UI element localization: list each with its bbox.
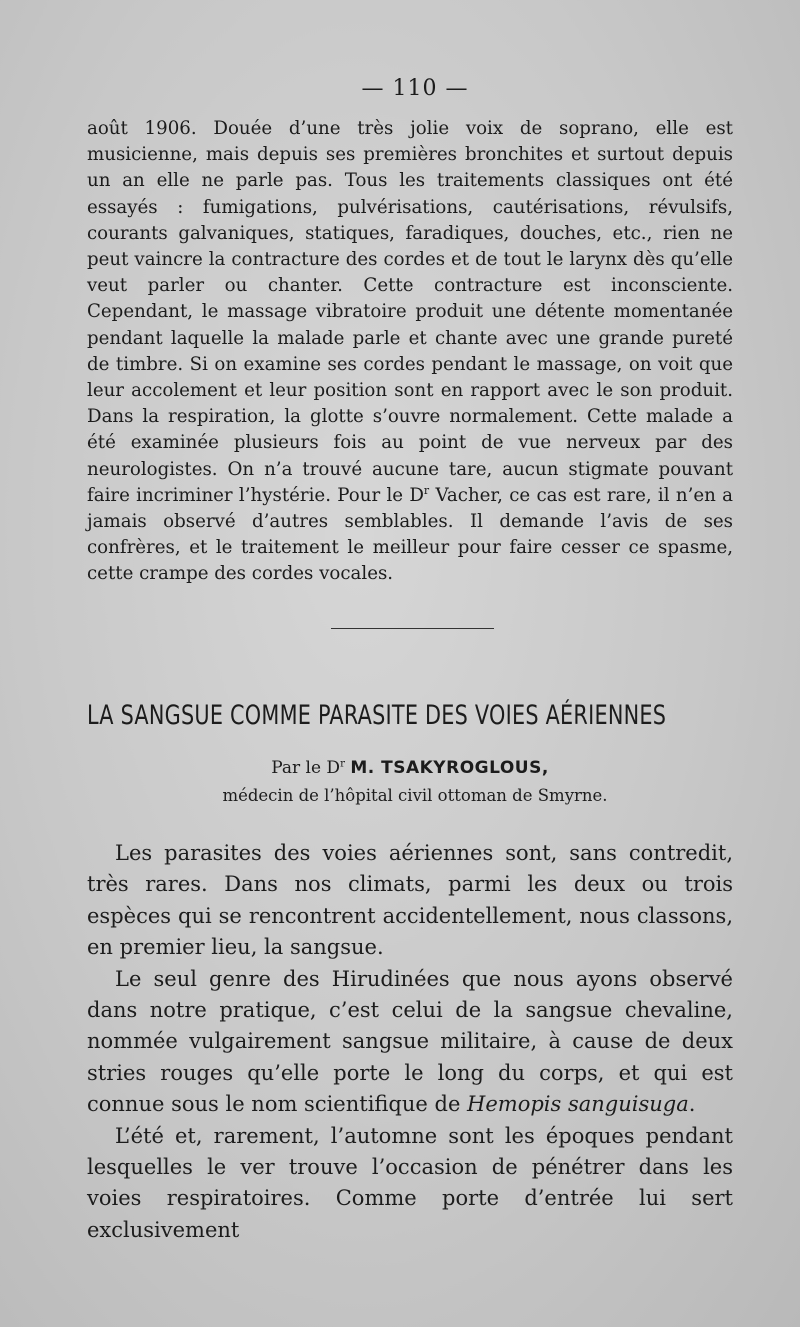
byline-sup: r <box>340 758 345 770</box>
body-paragraph-2 <box>87 964 733 1121</box>
byline <box>0 758 800 778</box>
body-paragraph-3: L’été et, rarement, l’automne sont les époques pendant lesquelles le ver trouve l’occasion de pénétrer dans les voies respiratoires. Comme porte d’entrée lui sert exclusivement <box>87 1123 733 1242</box>
body-paragraph-2-text: Le seul genre des Hirudinées que nous ayons observé dans notre pratique, c’est celui de la sangsue chevaline, nommée vulgairement sangsue militaire, à cause de deux stries rouges qu’elle porte le long du corps, et qui est connue sous le nom scientifique de <box>87 966 733 1117</box>
article-title: LA SANGSUE COMME PARASITE DES VOIES AÉRIENNES <box>87 700 667 731</box>
body-paragraph-1: Les parasites des voies aériennes sont, sans contredit, très rares. Dans nos climats, parmi les deux ou trois espèces qui se rencontrent accidentellement, nous classons, en premier lieu, la sangsue. <box>87 841 733 960</box>
doctor-abbrev-sup: r <box>423 483 430 497</box>
previous-article-text-end: Vacher, ce cas est rare, il n’en a jamais observé d’autres semblables. Il demande l’avis de ses confrères, et le traitement le meilleur pour faire cesser ce spasme, cette crampe des cordes vocales. <box>87 484 733 585</box>
body-paragraph-2-end: . <box>688 1092 696 1117</box>
page-number: — 110 — <box>361 76 469 101</box>
author-name: M. TSAKYROGLOUS, <box>350 758 549 778</box>
article-body <box>87 838 733 1246</box>
section-divider <box>331 628 494 629</box>
author-affiliation: médecin de l’hôpital civil ottoman de Smyrne. <box>222 786 608 805</box>
previous-article-text: août 1906. Douée d’une très jolie voix de soprano, elle est musicienne, mais depuis ses premières bronchites et surtout depuis un an elle ne parle pas. Tous les traitements classiques ont été essayés : fumigations, pulvérisations, cautérisations, révulsifs, courants galvaniques, statiques, faradiques, douches, etc., rien ne peut vaincre la contracture des cordes et de tout le larynx dès qu’elle veut parler ou chanter. Cette contracture est inconsciente. Cependant, le massage vibratoire produit une détente momentanée pendant laquelle la malade parle et chante avec une grande pureté de timbre. Si on examine ses cordes pendant le massage, on voit que leur accolement et leur position sont en rapport avec le son produit. Dans la respiration, la glotte s’ouvre normalement. Cette malade a été examinée plusieurs fois au point de vue nerveux par des neurologistes. On n’a trouvé aucune tare, aucun stigmate pouvant faire incriminer l’hystérie. Pour le D <box>87 118 733 506</box>
previous-article-paragraph <box>87 116 733 588</box>
scientific-name: Hemopis sanguisuga <box>467 1092 689 1117</box>
byline-prefix: Par le D <box>271 758 341 778</box>
